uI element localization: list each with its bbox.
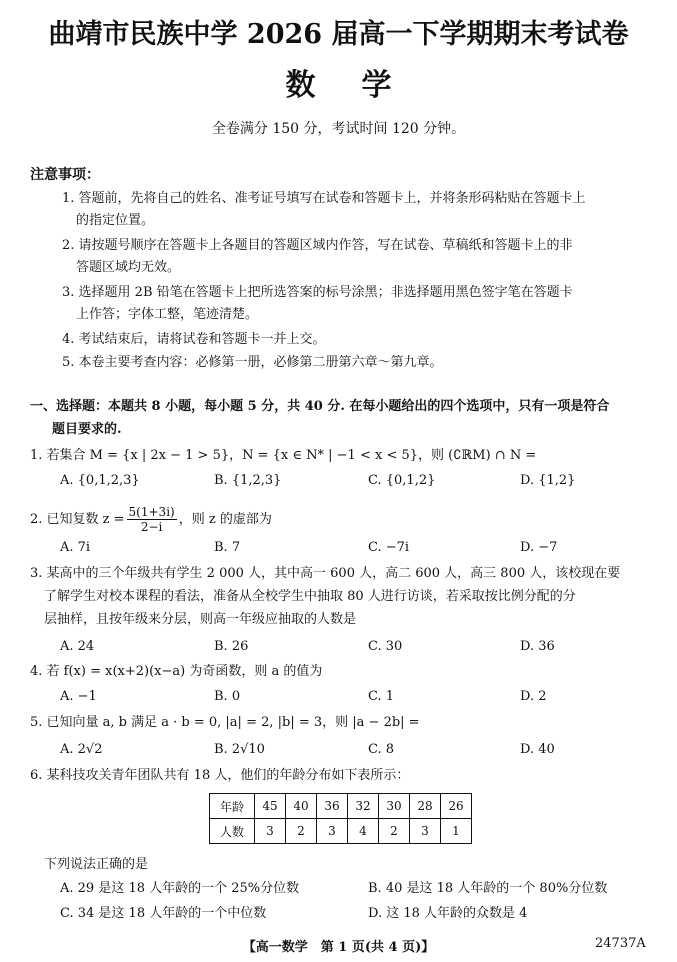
note-3-line-1: 3. 选择题用 2B 铅笔在答题卡上把所选答案的标号涂黑；非选择题用黑色签字笔在答题卡 (62, 285, 573, 300)
table-cell: 32 (348, 794, 379, 819)
q4-option-d: D. 2 (520, 689, 547, 704)
q4-option-c: C. 1 (368, 689, 395, 704)
q2-option-a: A. 7i (60, 540, 91, 555)
table-header-age: 年龄 (210, 794, 255, 819)
table-cell: 4 (348, 819, 379, 844)
q6-stem: 6. 某科技攻关青年团队共有 18 人，他们的年龄分布如下表所示： (30, 768, 410, 783)
table-header-count: 人数 (210, 819, 255, 844)
exam-title: 曲靖市民族中学 2026 届高一下学期期末考试卷 (48, 19, 629, 50)
q1-option-b: B. {1,2,3} (214, 473, 282, 488)
q5-option-c: C. 8 (368, 742, 395, 757)
section1-heading-line-2: 题目要求的. (52, 422, 122, 437)
q3-option-a: A. 24 (60, 639, 95, 654)
table-cell: 2 (286, 819, 317, 844)
q1-option-a: A. {0,1,2,3} (60, 473, 140, 488)
table-cell: 26 (441, 794, 472, 819)
note-3-line-2: 上作答；字体工整，笔迹清楚。 (76, 307, 259, 322)
table-row-ages (210, 794, 472, 819)
q4-option-a: A. −1 (60, 689, 97, 704)
q2-option-c: C. −7i (368, 540, 410, 555)
table-cell: 3 (410, 819, 441, 844)
q5-option-b: B. 2√10 (214, 742, 265, 757)
q1-option-c: C. {0,1,2} (368, 473, 436, 488)
table-cell: 2 (379, 819, 410, 844)
q6-option-b: B. 40 是这 18 人年龄的一个 80%分位数 (368, 881, 608, 896)
q5-stem: 5. 已知向量 a, b 满足 a · b = 0, |a| = 2, |b| = 3，则 |a − 2b| = (30, 715, 420, 730)
q2-fraction (127, 505, 177, 534)
q2-option-d: D. −7 (520, 540, 558, 555)
q2-stem (30, 502, 272, 538)
page-footer: 【高一数学 第 1 页(共 4 页)】 (242, 940, 435, 955)
table-cell: 30 (379, 794, 410, 819)
note-2-line-1: 2. 请按题号顺序在答题卡上各题目的答题区域内作答，写在试卷、草稿纸和答题卡上的非 (62, 238, 573, 253)
q6-prompt: 下列说法正确的是 (44, 857, 149, 872)
q6-option-c: C. 34 是这 18 人年龄的一个中位数 (60, 906, 267, 921)
q2-stem-pre: 2. 已知复数 z = (30, 512, 125, 527)
q2-fraction-denominator: 2−i (140, 520, 163, 534)
q3-stem-line-2: 了解学生对校本课程的看法，准备从全校学生中抽取 80 人进行访谈，若采取按比例分配的分 (44, 589, 576, 604)
note-4: 4. 考试结束后，请将试卷和答题卡一并上交。 (62, 332, 326, 347)
exam-meta: 全卷满分 150 分，考试时间 120 分钟。 (211, 121, 466, 137)
q3-option-b: B. 26 (214, 639, 249, 654)
q4-option-b: B. 0 (214, 689, 241, 704)
q6-option-d: D. 这 18 人年龄的众数是 4 (368, 906, 528, 921)
table-cell: 3 (317, 819, 348, 844)
q3-stem-line-1: 3. 某高中的三个年级共有学生 2 000 人，其中高一 600 人，高二 600 人，高三 800 人，该校现在要 (30, 566, 621, 581)
table-cell: 3 (255, 819, 286, 844)
exam-code: 24737A (595, 936, 646, 951)
q2-fraction-numerator: 5(1+3i) (128, 505, 175, 519)
q2-option-b: B. 7 (214, 540, 241, 555)
table-cell: 28 (410, 794, 441, 819)
q1-option-d: D. {1,2} (520, 473, 576, 488)
q3-option-c: C. 30 (368, 639, 403, 654)
subject-title: 数学 (285, 68, 438, 103)
age-distribution-table (209, 793, 472, 844)
table-cell: 40 (286, 794, 317, 819)
q1-stem: 1. 若集合 M = {x | 2x − 1 > 5}，N = {x ∈ N* | −1 < x < 5}，则 (∁ℝM) ∩ N = (30, 448, 537, 463)
q6-option-a: A. 29 是这 18 人年龄的一个 25%分位数 (60, 881, 300, 896)
note-1-line-2: 的指定位置。 (76, 213, 155, 228)
q5-option-a: A. 2√2 (60, 742, 103, 757)
note-5: 5. 本卷主要考查内容：必修第一册，必修第二册第六章～第九章。 (62, 355, 443, 370)
table-cell: 36 (317, 794, 348, 819)
note-2-line-2: 答题区域均无效。 (76, 260, 181, 275)
q2-stem-post: ，则 z 的虚部为 (178, 512, 272, 527)
q3-stem-line-3: 层抽样，且按年级来分层，则高一年级应抽取的人数是 (44, 612, 357, 627)
section1-heading-line-1: 一、选择题：本题共 8 小题，每小题 5 分，共 40 分. 在每小题给出的四个选项中，只有一项是符合 (30, 399, 610, 414)
q3-option-d: D. 36 (520, 639, 555, 654)
table-cell: 1 (441, 819, 472, 844)
table-row-counts (210, 819, 472, 844)
q5-option-d: D. 40 (520, 742, 555, 757)
notes-heading: 注意事项： (30, 167, 100, 183)
q4-stem: 4. 若 f(x) = x(x+2)(x−a) 为奇函数，则 a 的值为 (30, 664, 323, 679)
table-cell: 45 (255, 794, 286, 819)
note-1-line-1: 1. 答题前，先将自己的姓名、准考证号填写在试卷和答题卡上，并将条形码粘贴在答题卡上 (62, 191, 586, 206)
